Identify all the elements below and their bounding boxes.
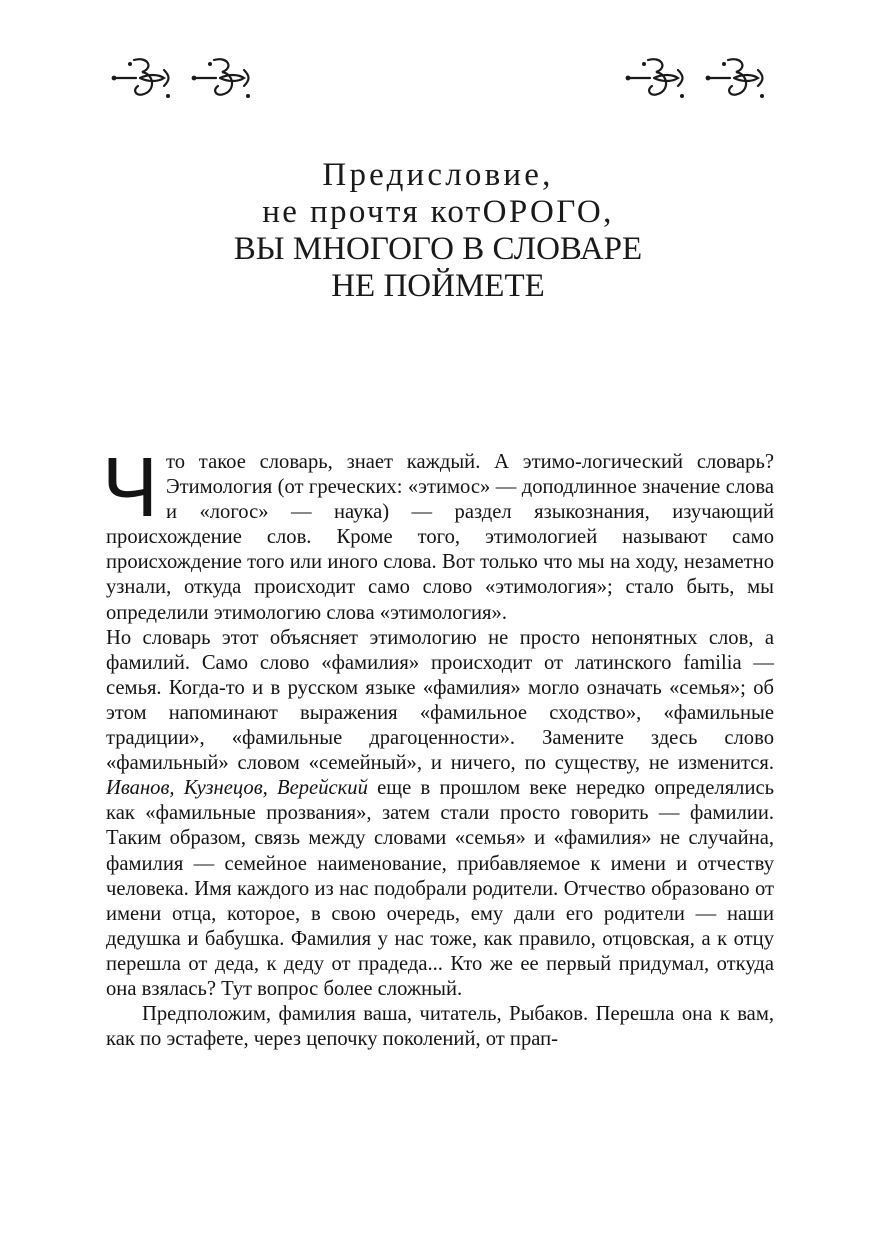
chapter-title (0, 157, 876, 305)
paragraph-2-text-b: еще в прошлом веке нередко определялись как «фамильные прозвания», затем стали просто говорить — фамилии. Таким образом, связь между словами «семья» и «фамилия» не случайна, фамилия — семейное наименование, прибавляемое к имени и отчеству человека. Имя каждого из нас подобрали родители. Отчество образовано от имени отца, которое, в свою очередь, ему дали его родители — наши дедушка и бабушка. Фамилия у нас тоже, как правило, отцовская, а к отцу перешла от деда, к деду от прадеда... Кто же ее первый придумал, откуда она взялась? Тут вопрос более сложный. (106, 777, 775, 1000)
paragraph-3 (106, 1002, 774, 1052)
scroll-ornament-icon (108, 52, 180, 104)
scroll-ornament-icon (622, 52, 694, 104)
paragraph-1-text: то такое словарь, знает каждый. А этимо-логический словарь? Этимология (от греческих: «этимос» — доподлинное значение слова и «логос» — наука) — раздел языкознания, изучающий происхождение слов. Кроме того, этимологией называют само происхождение того или иного слова. Вот только что мы на ходу, незаметно узнали, откуда происходит само слово «этимология»; стало быть, мы определили этимологию слова «этимология». (106, 451, 774, 624)
paragraph-2-italic: Иванов, Кузнецов, Верейский (106, 777, 368, 800)
scroll-ornament-icon (702, 52, 774, 104)
scroll-ornament-icon (188, 52, 260, 104)
paragraph-3-text: Предположим, фамилия ваша, читатель, Рыбаков. Перешла она к вам, как по эстафете, через цепочку поколений, от прап- (106, 1003, 774, 1051)
title-line-2: не прочтя котОРОГО, (262, 194, 614, 230)
paragraph-2-text-a: Но словарь этот объясняет этимологию не просто непонятных слов, а фамилий. Само слово «фамилия» происходит от латинского familia — семья. Когда-то и в русском языке «фамилия» могло означать «семья»; об этом напоминают выражения «фамильное сходство», «фамильные традиции», «фамильные драгоценности». Замените здесь слово «фамильный» словом «семейный», и ничего, по существу, не изменится. (106, 626, 774, 775)
title-line-1: Предисловие, (322, 157, 554, 193)
paragraph-1 (102, 440, 774, 626)
header-ornaments-left (108, 52, 260, 104)
title-line-4: НЕ ПОЙМЕТЕ (331, 268, 545, 304)
body-text (102, 440, 775, 1052)
header-ornaments-right (622, 52, 774, 104)
paragraph-2 (106, 626, 774, 1002)
drop-cap: Ч (102, 440, 158, 534)
title-line-3: ВЫ МНОГОГО В СЛОВАРЕ (233, 231, 643, 267)
